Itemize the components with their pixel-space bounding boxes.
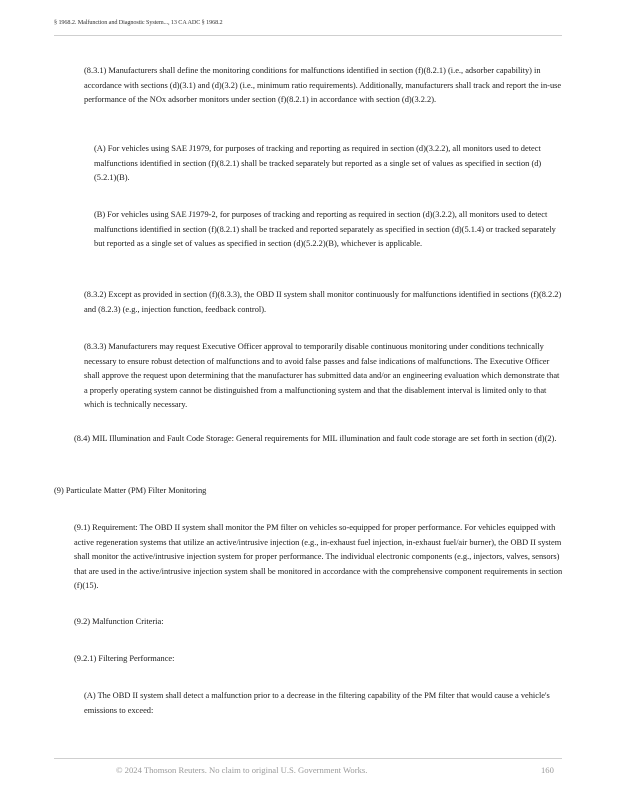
footer-divider — [54, 758, 562, 759]
footer-copyright: © 2024 Thomson Reuters. No claim to original U.S. Government Works. — [116, 765, 368, 775]
header-divider — [54, 35, 562, 36]
paragraph-9-2: (9.2) Malfunction Criteria: — [74, 617, 164, 626]
running-header: § 1968.2. Malfunction and Diagnostic System..., 13 CA ADC § 1968.2 — [54, 19, 223, 26]
paragraph-8-3-1: (8.3.1) Manufacturers shall define the monitoring conditions for malfunctions identified in section (f)(8.2.1) (i.e., adsorber capability) in accordance with sections (d)(3.1) and (d)(3.2) (i.e., minimum ratio requirements). Additionally, manufacturers shall track and report the in-use performance of the NOx adsorber monitors under section (f)(8.2.1) in accordance with section (d)(3.2.2). — [84, 66, 562, 105]
paragraph-9-1: (9.1) Requirement: The OBD II system shall monitor the PM filter on vehicles so-equipped for proper performance. For vehicles equipped with active regeneration systems that utilize an active/intrusive injection (e.g., in-exhaust fuel injection, in-exhaust fuel/air burner), the OBD II system shall monitor the active/intrusive injection system for proper performance. The individual electronic components (e.g., injectors, valves, sensors) that are used in the active/intrusive injection system shall be monitored in accordance with the comprehensive component requirements in section (f)(15). — [74, 523, 563, 591]
paragraph-8-3-3: (8.3.3) Manufacturers may request Executive Officer approval to temporarily disable continuous monitoring under conditions technically necessary to ensure robust detection of malfunctions and to avoid false passes and false indications of malfunctions. The Executive Officer shall approve the request upon determining that the manufacturer has submitted data and/or an engineering evaluation which demonstrate that a properly operating system cannot be distinguished from a malfunctioning system and that the disablement interval is limited only to that which is technically necessary. — [84, 342, 560, 410]
page-number: 160 — [541, 765, 554, 775]
paragraph-9-2-1-a: (A) The OBD II system shall detect a malfunction prior to a decrease in the filtering capability of the PM filter that would cause a vehicle's emissions to exceed: — [84, 691, 550, 715]
paragraph-9-2-1: (9.2.1) Filtering Performance: — [74, 654, 175, 663]
paragraph-8-3-1-b: (B) For vehicles using SAE J1979-2, for purposes of tracking and reporting as required in section (d)(3.2.2), all monitors used to detect malfunctions identified in section (f)(8.2.1) shall be tracked and reported separately as specified in section (d)(5.1.4) or tracked separately but reported as a single set of values as specified in section (d)(5.2.2)(B), whichever is applicable. — [94, 210, 556, 249]
paragraph-8-4: (8.4) MIL Illumination and Fault Code Storage: General requirements for MIL illumination and fault code storage are set forth in section (d)(2). — [74, 434, 557, 443]
paragraph-8-3-1-a: (A) For vehicles using SAE J1979, for purposes of tracking and reporting as required in section (d)(3.2.2), all monitors used to detect malfunctions identified in section (f)(8.2.1) shall be tracked separately but reported as a single set of values as specified in section (d)(5.2.1)(B). — [94, 144, 542, 183]
section-heading-9: (9) Particulate Matter (PM) Filter Monitoring — [54, 486, 207, 495]
paragraph-8-3-2: (8.3.2) Except as provided in section (f)(8.3.3), the OBD II system shall monitor continuously for malfunctions identified in sections (f)(8.2.2) and (8.2.3) (e.g., injection function, feedback control). — [84, 290, 562, 314]
